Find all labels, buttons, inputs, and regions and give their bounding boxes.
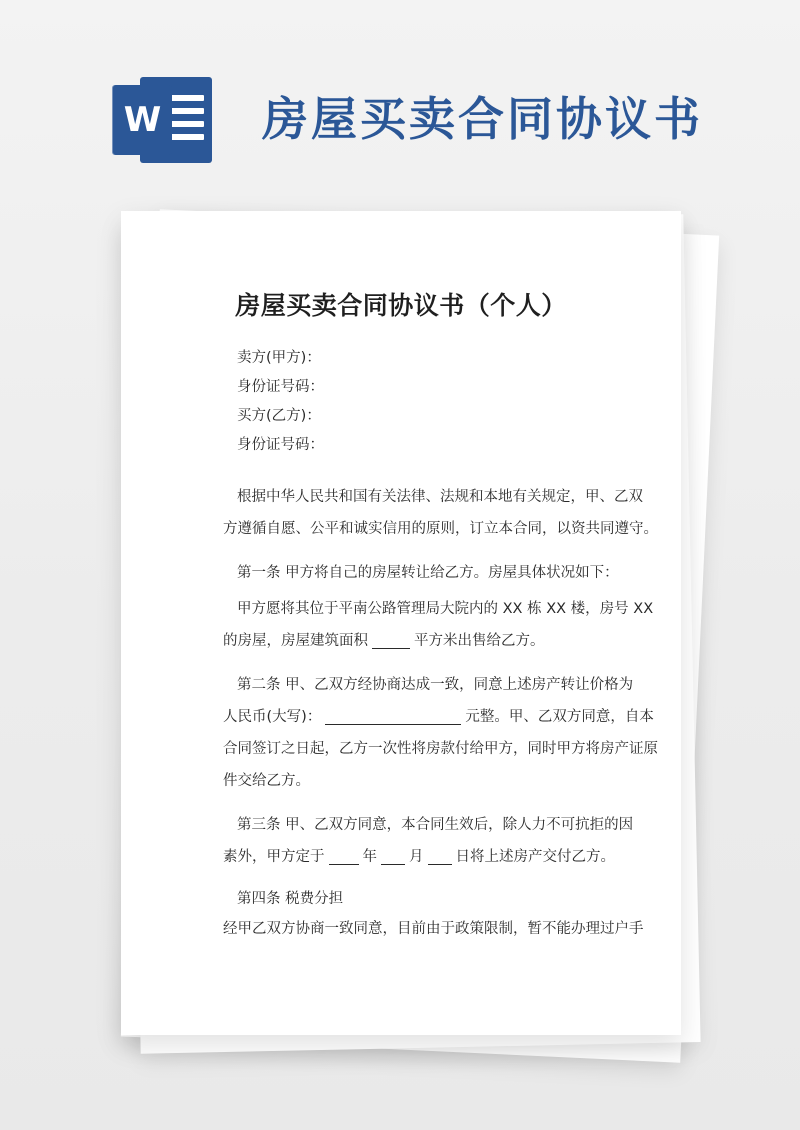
article-1-line-1: 甲方愿将其位于平南公路管理局大院内的 XX 栋 XX 楼，房号 XX — [237, 601, 654, 617]
article-3-line-2-text-d: 日将上述房产交付乙方。 — [455, 849, 615, 865]
intro-paragraph — [223, 481, 658, 545]
field-buyer: 买方(乙方)： — [237, 408, 321, 424]
word-icon-line-1 — [170, 95, 204, 101]
article-3-month: 月 — [409, 849, 424, 865]
article-1-line-2-text-b: 平方米出售给乙方。 — [414, 633, 545, 649]
article-3-year: 年 — [362, 849, 377, 865]
field-seller: 卖方(甲方)： — [237, 350, 321, 366]
article-2 — [223, 669, 658, 797]
intro-line-1: 根据中华人民共和国有关法律、法规和本地有关规定，甲、乙双 — [237, 489, 643, 505]
article-2-line-2-text-a: 人民币(大写)： — [223, 709, 322, 725]
article-3-line-2-text-a: 素外，甲方定于 — [223, 849, 325, 865]
price-blank[interactable] — [325, 710, 461, 725]
article-4-title — [237, 883, 627, 915]
article-2-line-2-text-b: 元整。甲、乙双方同意，自本 — [465, 709, 654, 725]
word-icon-line-2 — [170, 108, 204, 114]
document-content — [121, 211, 681, 1035]
header-title: 房屋买卖合同协议书 — [262, 92, 703, 146]
header — [0, 0, 800, 210]
word-icon-line-4 — [170, 134, 204, 140]
intro-line-2: 方遵循自愿、公平和诚实信用的原则，订立本合同，以资共同遵守。 — [223, 521, 658, 537]
article-4-title-text: 第四条 税费分担 — [237, 891, 344, 907]
article-1-line-2-text-a: 的房屋，房屋建筑面积 — [223, 633, 368, 649]
article-3-line-2 — [223, 841, 627, 873]
field-seller-id: 身份证号码： — [237, 379, 324, 395]
article-1-line-2 — [223, 625, 627, 657]
article-1-details — [223, 593, 654, 657]
field-buyer-id: 身份证号码： — [237, 437, 324, 453]
day-blank[interactable] — [428, 850, 452, 865]
year-blank[interactable] — [329, 850, 359, 865]
word-icon-line-3 — [170, 121, 204, 127]
article-2-line-1: 第二条 甲、乙双方经协商达成一致，同意上述房产转让价格为 — [237, 677, 634, 693]
article-2-line-2 — [223, 701, 654, 733]
area-blank[interactable] — [372, 634, 410, 649]
month-blank[interactable] — [381, 850, 405, 865]
article-3 — [223, 809, 634, 873]
article-3-line-1: 第三条 甲、乙双方同意，本合同生效后，除人力不可抗拒的因 — [237, 817, 634, 833]
document-page — [121, 211, 681, 1035]
article-1-title-text: 第一条 甲方将自己的房屋转让给乙方。房屋具体状况如下： — [237, 565, 619, 581]
word-icon-letter: W — [123, 100, 161, 140]
article-4-line-1: 经甲乙双方协商一致同意，目前由于政策限制，暂不能办理过户手 — [223, 921, 644, 937]
article-4-body — [223, 913, 644, 945]
article-1-title — [237, 557, 627, 589]
document-title: 房屋买卖合同协议书（个人） — [235, 291, 567, 320]
word-document-icon — [112, 77, 212, 163]
article-2-line-3: 合同签订之日起，乙方一次性将房款付给甲方，同时甲方将房产证原 — [223, 741, 658, 757]
article-2-line-4: 件交给乙方。 — [223, 773, 310, 789]
